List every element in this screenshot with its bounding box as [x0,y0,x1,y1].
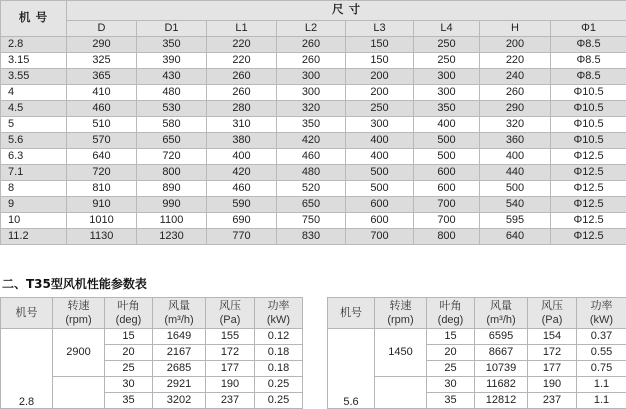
table-row [1,213,626,229]
table-row [1,197,626,213]
table-row [1,53,626,69]
dimension-cell: 260 [277,37,346,53]
dimension-cell: 700 [346,229,414,245]
dimension-cell: Φ12.5 [551,197,626,213]
pressure-header [206,298,255,329]
dimension-cell: Φ10.5 [551,133,626,149]
performance-table-right-body [328,329,626,409]
dimension-cell: 440 [480,165,551,181]
pressure-header-unit: (Pa) [541,314,563,326]
flow-cell: 8667 [475,345,528,361]
angle-header-label: 叶角 [439,300,462,312]
flow-cell: 3202 [153,393,206,409]
performance-table-left [0,297,303,409]
flow-header-unit: (m³/h) [164,314,194,326]
speed-header [375,298,427,329]
dimension-cell: 640 [67,149,137,165]
power-cell: 0.37 [577,329,626,345]
dimension-cell: 520 [277,181,346,197]
performance-table-right [327,297,626,409]
angle-cell: 25 [105,361,153,377]
power-cell: 0.18 [255,361,303,377]
dimension-cell: 350 [277,117,346,133]
dimension-cell: Φ12.5 [551,229,626,245]
dimension-cell: 400 [346,133,414,149]
model-number-cell: 11.2 [1,229,67,245]
dimension-cell: 380 [207,133,277,149]
model-number-cell [1,329,53,409]
dimension-cell: 480 [137,85,207,101]
dimension-cell: 420 [207,165,277,181]
dimension-cell: 640 [480,229,551,245]
dimension-cell: 365 [67,69,137,85]
dimension-cell: 460 [277,149,346,165]
dimension-cell: 420 [277,133,346,149]
dimension-cell: 300 [414,85,480,101]
angle-cell: 15 [105,329,153,345]
dimension-cell: 290 [480,101,551,117]
model-header: 机号 [1,298,53,329]
speed-header-unit: (rpm) [387,314,414,326]
speed-cell-continued [53,377,105,409]
dimension-cell: 1230 [137,229,207,245]
dimension-cell: 480 [277,165,346,181]
dimension-cell: 300 [277,85,346,101]
dimension-column-header: L2 [277,21,346,37]
model-number-cell: 4.5 [1,101,67,117]
dimension-cell: 290 [67,37,137,53]
dimension-cell: 700 [414,213,480,229]
dimension-cell: 150 [346,37,414,53]
dimension-cell: 200 [346,85,414,101]
dimension-cell: Φ8.5 [551,53,626,69]
speed-header [53,298,105,329]
dimension-cell: 300 [346,117,414,133]
dimension-cell: 580 [137,117,207,133]
model-header: 机号 [328,298,375,329]
power-cell: 0.75 [577,361,626,377]
dimension-cell: 720 [137,149,207,165]
dimension-column-header: D [67,21,137,37]
dimension-cell: 260 [207,85,277,101]
dimension-cell: 150 [346,53,414,69]
dimension-cell: 910 [67,197,137,213]
dimension-cell: Φ12.5 [551,213,626,229]
flow-cell: 2921 [153,377,206,393]
dimension-cell: 250 [414,53,480,69]
flow-cell: 12812 [475,393,528,409]
power-header [577,298,626,329]
dimension-cell: 200 [346,69,414,85]
pressure-cell: 177 [528,361,577,377]
dimension-cell: 500 [346,181,414,197]
angle-cell: 30 [105,377,153,393]
flow-header [153,298,206,329]
pressure-cell: 177 [206,361,255,377]
dimension-cell: 460 [207,181,277,197]
dimension-cell: 530 [137,101,207,117]
power-cell: 0.25 [255,393,303,409]
table-row [1,165,626,181]
table-row [1,117,626,133]
dimension-cell: Φ10.5 [551,101,626,117]
dimension-cell: Φ10.5 [551,117,626,133]
dimension-column-header: L1 [207,21,277,37]
dimension-cell: Φ12.5 [551,149,626,165]
flow-cell: 2685 [153,361,206,377]
flow-header-label: 风量 [490,300,512,312]
dimension-column-header: D1 [137,21,207,37]
angle-header [105,298,153,329]
pressure-cell: 154 [528,329,577,345]
power-header-label: 功率 [267,300,290,312]
model-number-cell: 6.3 [1,149,67,165]
pressure-cell: 237 [528,393,577,409]
model-number-cell: 9 [1,197,67,213]
dimension-cell: 1130 [67,229,137,245]
dimension-column-header: L4 [414,21,480,37]
performance-table-left-body [1,329,303,409]
pressure-header-label: 风压 [541,300,563,312]
model-number-cell: 8 [1,181,67,197]
dimension-cell: 600 [346,197,414,213]
speed-cell: 2900 [53,329,105,377]
model-number-cell: 7.1 [1,165,67,181]
dimension-cell: 325 [67,53,137,69]
dimension-cell: 500 [414,133,480,149]
model-number-cell: 3.15 [1,53,67,69]
dimension-cell: 400 [480,149,551,165]
angle-header-label: 叶角 [117,300,140,312]
dimension-column-header: L3 [346,21,414,37]
dimension-cell: 500 [414,149,480,165]
dimensions-column-header-row [1,21,626,37]
dimension-cell: 360 [480,133,551,149]
power-cell: 0.18 [255,345,303,361]
angle-cell: 20 [105,345,153,361]
power-header-unit: (kW) [589,314,614,326]
dimension-cell: 300 [414,69,480,85]
dimension-cell: 800 [137,165,207,181]
dimension-cell: 1010 [67,213,137,229]
pressure-header-unit: (Pa) [219,314,241,326]
table-row [1,181,626,197]
dimension-cell: 700 [414,197,480,213]
dimension-cell: 890 [137,181,207,197]
power-cell: 1.1 [577,393,626,409]
model-number-header: 机 号 [1,1,67,37]
table-row [1,85,626,101]
table-row [1,69,626,85]
dimension-cell: 390 [137,53,207,69]
speed-header-label: 转速 [67,300,90,312]
angle-cell: 15 [427,329,475,345]
dimension-cell: 430 [137,69,207,85]
model-number-cell: 4 [1,85,67,101]
section-title: 二、T35型风机性能参数表 [2,277,147,291]
dimension-cell: 570 [67,133,137,149]
speed-cell: 1450 [375,329,427,377]
dimension-cell: 650 [277,197,346,213]
power-header-unit: (kW) [266,314,291,326]
power-cell: 1.1 [577,377,626,393]
flow-cell: 6595 [475,329,528,345]
dimension-cell: 260 [207,69,277,85]
model-number-cell: 5.6 [1,133,67,149]
dimension-cell: 650 [137,133,207,149]
pressure-cell: 155 [206,329,255,345]
dimension-cell: Φ12.5 [551,165,626,181]
dimension-cell: 500 [346,165,414,181]
dimension-cell: 690 [207,213,277,229]
dimension-cell: 400 [346,149,414,165]
flow-cell: 11682 [475,377,528,393]
model-number-cell [328,329,375,409]
dimension-cell: 410 [67,85,137,101]
dimension-cell: 810 [67,181,137,197]
performance-header-row [1,298,303,329]
pressure-cell: 172 [206,345,255,361]
speed-cell-continued [375,377,427,409]
power-header-label: 功率 [590,300,613,312]
table-row [1,133,626,149]
dimension-cell: 990 [137,197,207,213]
dimension-column-header: H [480,21,551,37]
dimension-cell: 595 [480,213,551,229]
angle-cell: 35 [105,393,153,409]
dimension-cell: 350 [137,37,207,53]
table-row [1,37,626,53]
dimension-cell: 320 [277,101,346,117]
model-number-cell: 5 [1,117,67,133]
dimension-cell: 220 [480,53,551,69]
flow-header [475,298,528,329]
dimension-cell: 280 [207,101,277,117]
speed-header-label: 转速 [389,300,412,312]
table-row [1,101,626,117]
angle-cell: 20 [427,345,475,361]
flow-cell: 2167 [153,345,206,361]
angle-cell: 25 [427,361,475,377]
dimension-cell: 510 [67,117,137,133]
dimension-cell: 1100 [137,213,207,229]
angle-header [427,298,475,329]
dimension-cell: 260 [277,53,346,69]
flow-cell: 1649 [153,329,206,345]
dimension-cell: 240 [480,69,551,85]
model-number-cell: 3.55 [1,69,67,85]
dimension-cell: 260 [480,85,551,101]
dimension-cell: 400 [414,117,480,133]
angle-header-unit: (deg) [437,314,464,326]
flow-header-unit: (m³/h) [486,314,516,326]
table-row [1,329,303,345]
flow-cell: 10739 [475,361,528,377]
power-cell: 0.12 [255,329,303,345]
performance-header-row [328,298,626,329]
pressure-header [528,298,577,329]
pressure-header-label: 风压 [219,300,241,312]
table-row [328,329,626,345]
dimension-cell: 800 [414,229,480,245]
flow-header-label: 风量 [168,300,190,312]
dimension-cell: 220 [207,37,277,53]
pressure-cell: 190 [528,377,577,393]
dimension-cell: Φ8.5 [551,37,626,53]
speed-header-unit: (rpm) [65,314,92,326]
dimension-cell: 500 [480,181,551,197]
dimensions-group-header: 尺 寸 [67,1,626,21]
dimension-cell: 300 [277,69,346,85]
dimension-cell: 320 [480,117,551,133]
pressure-cell: 172 [528,345,577,361]
model-number-cell: 2.8 [1,37,67,53]
model-number-value: 2.8 [18,396,35,408]
dimension-cell: 310 [207,117,277,133]
power-header [255,298,303,329]
dimension-cell: 250 [414,37,480,53]
dimension-cell: 400 [207,149,277,165]
dimensions-table-body [1,37,626,245]
dimension-cell: 250 [346,101,414,117]
power-cell: 0.55 [577,345,626,361]
angle-cell: 35 [427,393,475,409]
dimension-cell: 600 [346,213,414,229]
dimension-cell: Φ10.5 [551,85,626,101]
table-row [1,149,626,165]
table-row [1,229,626,245]
dimension-cell: 590 [207,197,277,213]
model-number-cell: 10 [1,213,67,229]
dimension-cell: 200 [480,37,551,53]
dimension-cell: 350 [414,101,480,117]
dimension-column-header: Φ1 [551,21,626,37]
dimension-cell: Φ12.5 [551,181,626,197]
angle-header-unit: (deg) [115,314,142,326]
dimension-cell: 750 [277,213,346,229]
dimension-cell: 600 [414,181,480,197]
dimension-cell: Φ8.5 [551,69,626,85]
angle-cell: 30 [427,377,475,393]
dimension-cell: 460 [67,101,137,117]
dimension-cell: 600 [414,165,480,181]
dimension-cell: 720 [67,165,137,181]
dimension-cell: 540 [480,197,551,213]
power-cell: 0.25 [255,377,303,393]
dimension-cell: 830 [277,229,346,245]
dimension-cell: 220 [207,53,277,69]
pressure-cell: 237 [206,393,255,409]
dimension-cell: 770 [207,229,277,245]
model-number-value: 5.6 [343,396,359,408]
pressure-cell: 190 [206,377,255,393]
